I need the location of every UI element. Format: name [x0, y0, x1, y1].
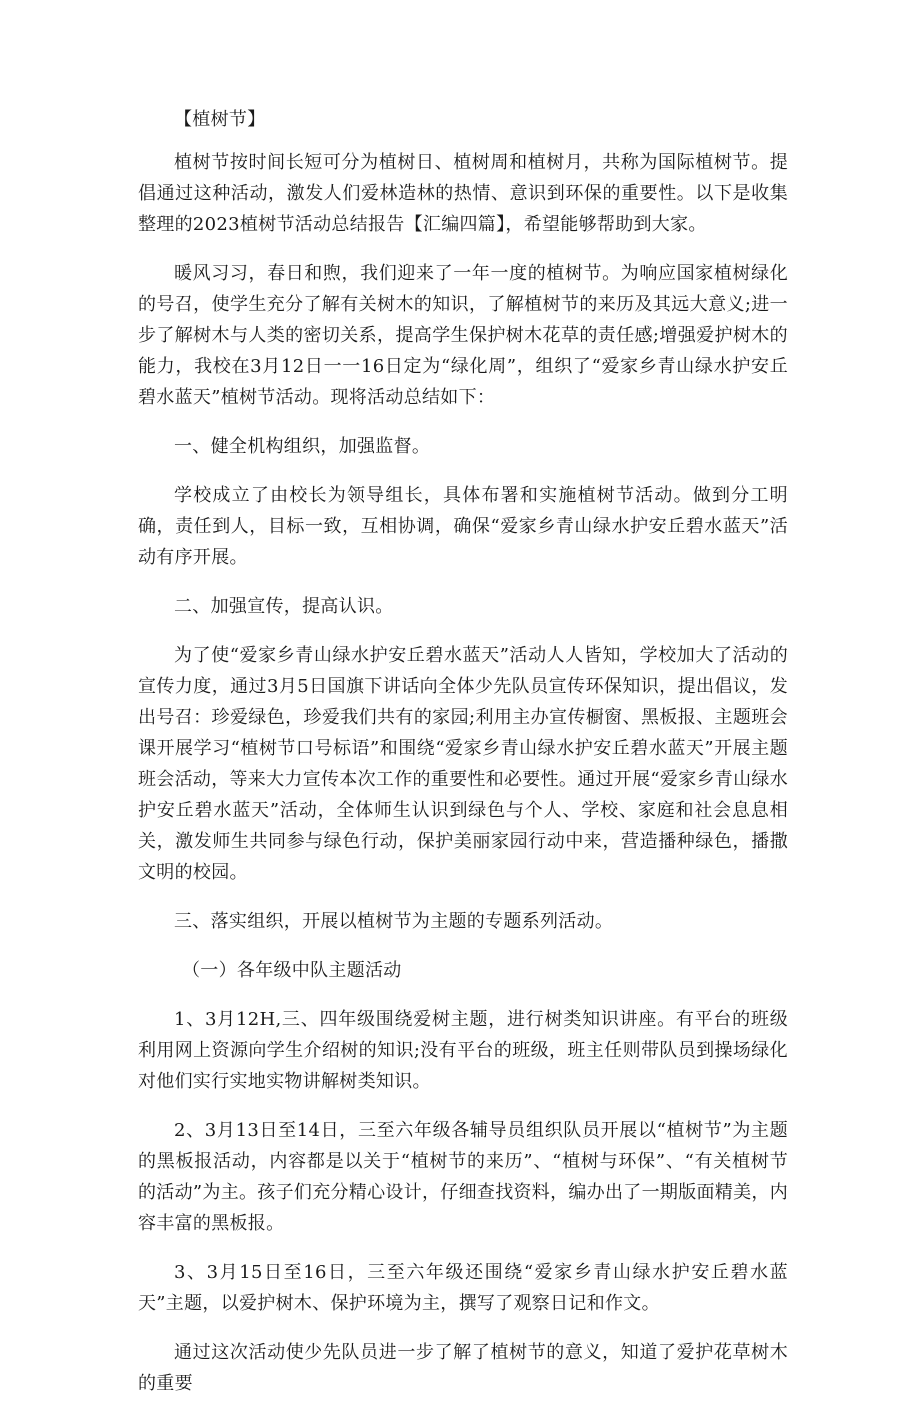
- list-item: 1、3月12H,三、四年级围绕爱树主题，进行树类知识讲座。有平台的班级利用网上资源向学生介绍树的知识;没有平台的班级，班主任则带队员到操场绿化对他们实行实地实物讲解树类知识。: [138, 1009, 788, 1092]
- body-paragraph: 为了使“爱家乡青山绿水护安丘碧水蓝天”活动人人皆知，学校加大了活动的宣传力度，通过3月5日国旗下讲话向全体少先队员宣传环保知识，提出倡议，发出号召：珍爱绿色，珍爱我们共有的家园;利用主办宣传橱窗、黑板报、主题班会课开展学习“植树节口号标语”和围绕“爱家乡青山绿水护安丘碧水蓝天”开展主题班会活动，等来大力宣传本次工作的重要性和必要性。通过开展“爱家乡青山绿水护安丘碧水蓝天”活动，全体师生认识到绿色与个人、学校、家庭和社会息息相关，激发师生共同参与绿色行动，保护美丽家园行动中来，营造播种绿色，播撒文明的校园。: [138, 645, 788, 883]
- section-heading: 三、落实组织，开展以植树节为主题的专题系列活动。: [174, 911, 614, 932]
- body-paragraph: 暖风习习，春日和煦，我们迎来了一年一度的植树节。为响应国家植树绿化的号召，使学生充分了解有关树木的知识，了解植树节的来历及其远大意义;进一步了解树木与人类的密切关系，提高学生保护树木花草的责任感;增强爱护树木的能力，我校在3月12日一一16日定为“绿化周”，组织了“爱家乡青山绿水护安丘碧水蓝天”植树节活动。现将活动总结如下：: [138, 263, 788, 408]
- body-paragraph: 通过这次活动使少先队员进一步了解了植树节的意义，知道了爱护花草树木的重要: [138, 1342, 788, 1394]
- section-heading: 一、健全机构组织，加强监督。: [174, 436, 431, 457]
- subsection-heading: （一）各年级中队主题活动: [182, 960, 402, 981]
- section-heading: 二、加强宣传，提高认识。: [174, 596, 394, 617]
- body-paragraph: 学校成立了由校长为领导组长，具体布署和实施植树节活动。做到分工明确，责任到人，目标一致，互相协调，确保“爱家乡青山绿水护安丘碧水蓝天”活动有序开展。: [138, 485, 788, 568]
- intro-paragraph: 植树节按时间长短可分为植树日、植树周和植树月，共称为国际植树节。提倡通过这种活动，激发人们爱林造林的热情、意识到环保的重要性。以下是收集整理的2023植树节活动总结报告【汇编四篇】，希望能够帮助到大家。: [138, 152, 788, 235]
- list-item: 2、3月13日至14日，三至六年级各辅导员组织队员开展以“植树节”为主题的黑板报活动，内容都是以关于“植树节的来历”、“植树与环保”、“有关植树节的活动”为主。孩子们充分精心设计，仔细查找资料，编办出了一期版面精美，内容丰富的黑板报。: [138, 1120, 788, 1234]
- list-item: 3、3月15日至16日，三至六年级还围绕“爱家乡青山绿水护安丘碧水蓝天”主题，以爱护树木、保护环境为主，撰写了观察日记和作文。: [138, 1262, 788, 1314]
- document-body: [138, 104, 788, 1417]
- document-title: 【植树节】: [174, 109, 266, 130]
